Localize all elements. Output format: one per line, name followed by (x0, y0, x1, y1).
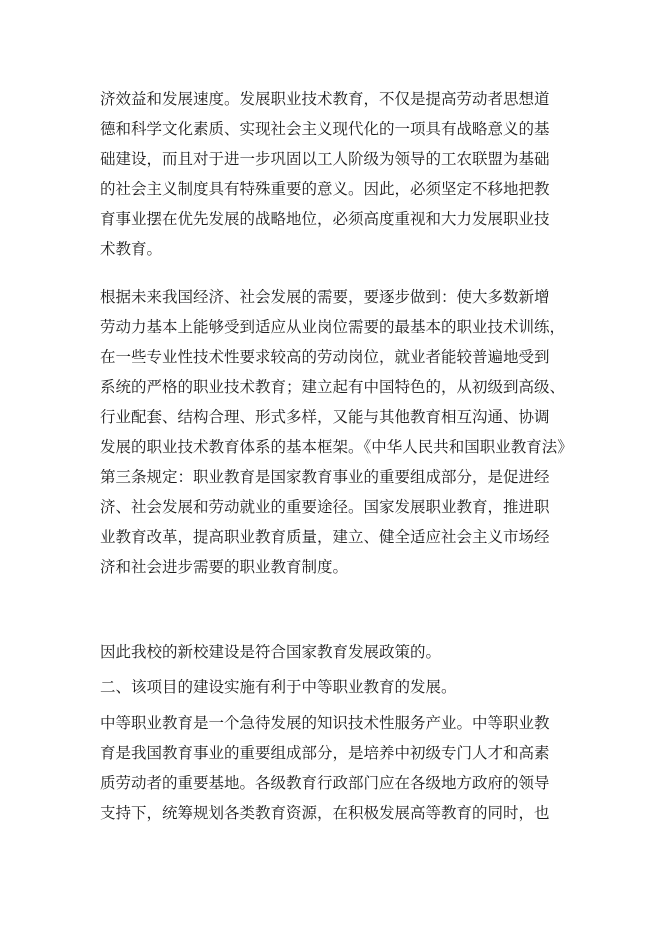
text-line: 因此我校的新校建设是符合国家教育发展政策的。 (100, 643, 442, 661)
text-line: 础建设，而且对于进一步巩固以工人阶级为领导的工农联盟为基础 (100, 150, 550, 168)
text-line: 济和社会进步需要的职业教育制度。 (100, 558, 349, 576)
text-line: 行业配套、结构合理、形式多样，又能与其他教育相互沟通、协调 (100, 408, 550, 426)
text-line: 系统的严格的职业技术教育；建立起有中国特色的，从初级到高级、 (100, 378, 566, 396)
text-line: 第三条规定：职业教育是国家教育事业的重要组成部分，是促进经 (100, 468, 550, 486)
text-line: 质劳动者的重要基地。各级教育行政部门应在各级地方政府的领导 (100, 774, 550, 792)
text-line: 发展的职业技术教育体系的基本框架。《中华人民共和国职业教育法》 (100, 438, 573, 456)
text-line: 业教育改革，提高职业教育质量，建立、健全适应社会主义市场经 (100, 528, 550, 546)
text-line: 根据未来我国经济、社会发展的需要，要逐步做到：使大多数新增 (100, 288, 550, 306)
paragraph-1 (100, 84, 570, 264)
text-line: 术教育。 (100, 240, 163, 258)
text-line: 支持下，统筹规划各类教育资源，在积极发展高等教育的同时，也 (100, 804, 550, 822)
paragraph-2 (100, 282, 573, 582)
text-line: 的社会主义制度具有特殊重要的意义。因此，必须坚定不移地把教 (100, 180, 550, 198)
paragraph-5 (100, 708, 570, 828)
text-line: 在一些专业性技术性要求较高的劳动岗位，就业者能较普遍地受到 (100, 348, 550, 366)
section-heading (100, 672, 570, 702)
text-line: 济、社会发展和劳动就业的重要途径。国家发展职业教育，推进职 (100, 498, 550, 516)
text-line: 中等职业教育是一个急待发展的知识技术性服务产业。中等职业教 (100, 714, 550, 732)
text-line: 德和科学文化素质、实现社会主义现代化的一项具有战略意义的基 (100, 120, 550, 138)
text-line: 二、该项目的建设实施有利于中等职业教育的发展。 (100, 678, 457, 696)
text-line: 育是我国教育事业的重要组成部分，是培养中初级专门人才和高素 (100, 744, 550, 762)
text-line: 济效益和发展速度。发展职业技术教育，不仅是提高劳动者思想道 (100, 90, 550, 108)
paragraph-3 (100, 637, 570, 667)
text-line: 劳动力基本上能够受到适应从业岗位需要的最基本的职业技术训练， (100, 318, 566, 336)
text-line: 育事业摆在优先发展的战略地位，必须高度重视和大力发展职业技 (100, 210, 550, 228)
